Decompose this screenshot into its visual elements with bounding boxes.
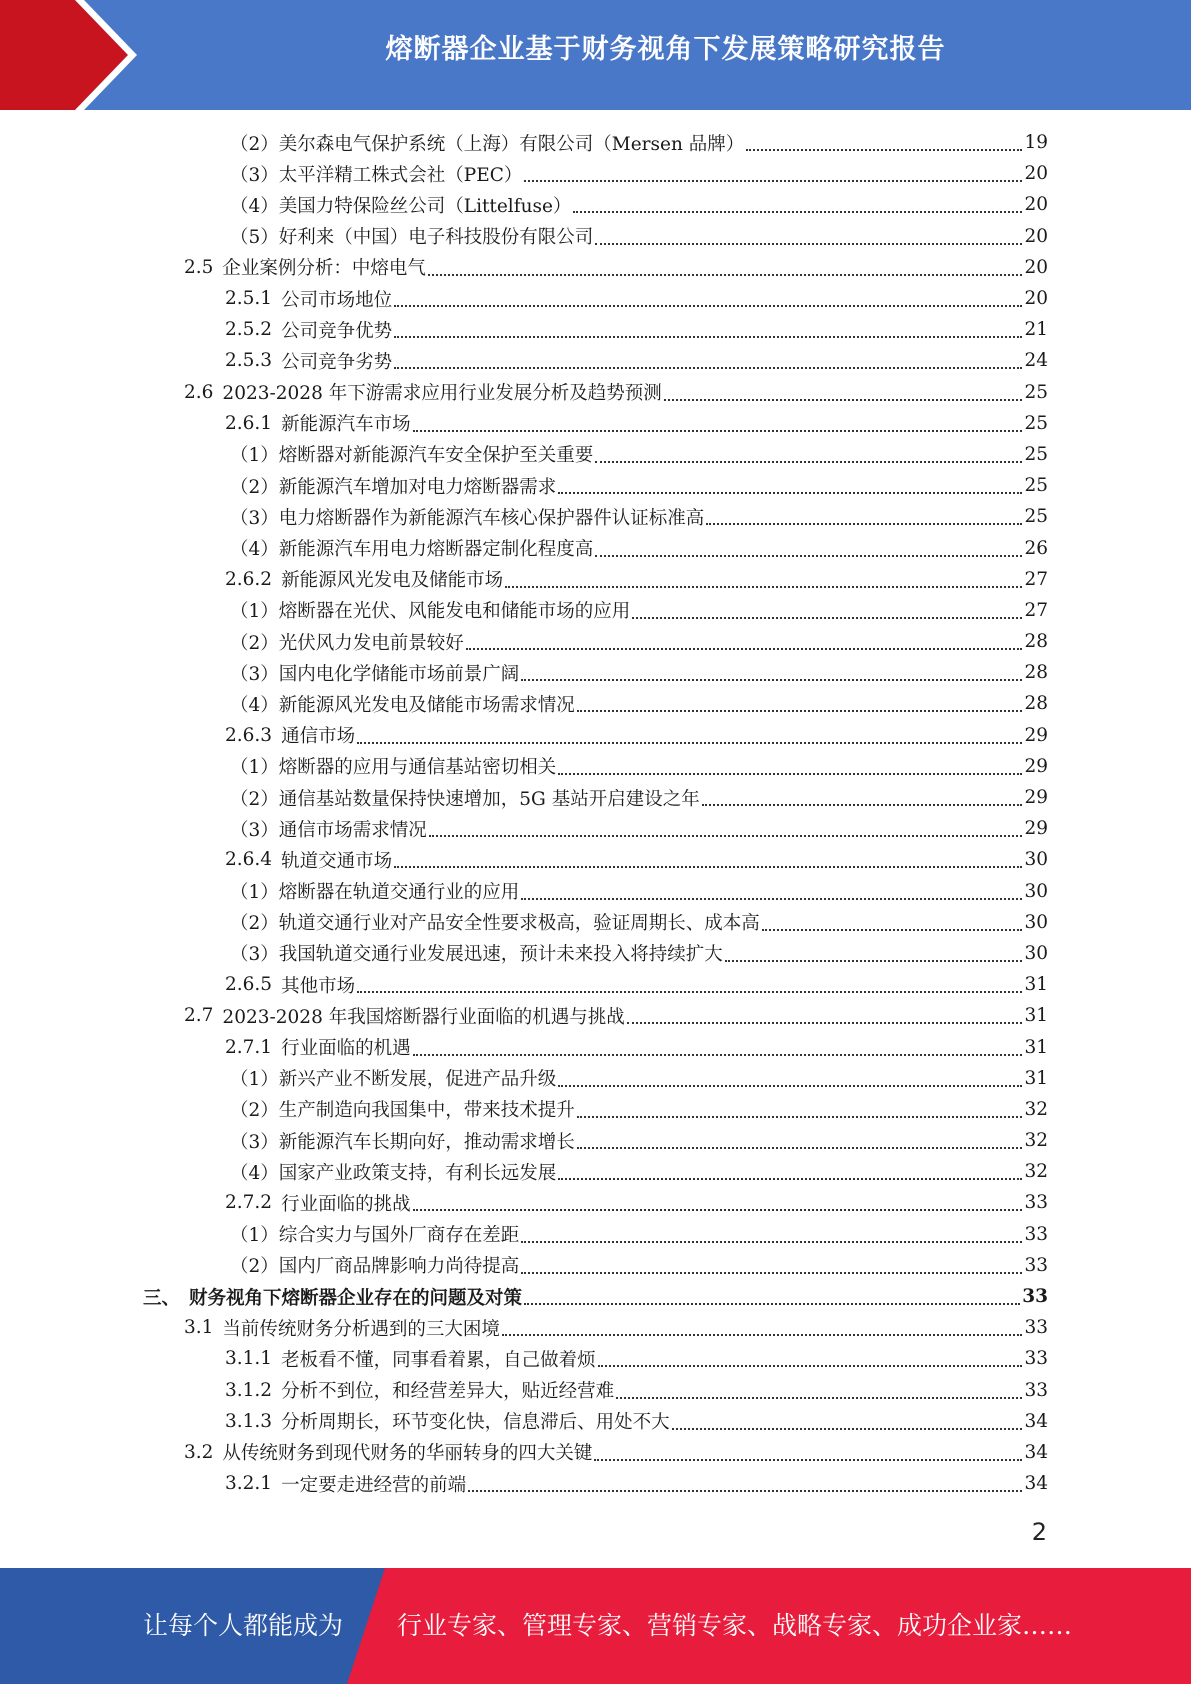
toc-entry-title: 国内厂商品牌影响力尚待提高 bbox=[278, 1256, 520, 1278]
toc-entry-number: 2.5 bbox=[184, 256, 214, 278]
toc-dot-leader bbox=[573, 210, 1022, 213]
toc-entry-number: 2.5.3 bbox=[225, 350, 273, 372]
toc-entry-title: 新能源汽车市场 bbox=[281, 414, 411, 436]
toc-entry-title: 太平洋精工株式会社（PEC） bbox=[278, 164, 523, 186]
toc-entry-title: 公司市场地位 bbox=[281, 289, 393, 311]
toc-entry-page: 28 bbox=[1024, 693, 1048, 715]
table-of-contents bbox=[0, 127, 1191, 1499]
toc-entry-title: 行业面临的挑战 bbox=[281, 1193, 411, 1215]
toc-entry[interactable] bbox=[0, 221, 1191, 252]
toc-dot-leader bbox=[521, 1271, 1022, 1274]
toc-entry-title: 光伏风力发电前景较好 bbox=[278, 632, 464, 654]
toc-entry-number: 3.1.1 bbox=[225, 1348, 273, 1370]
toc-entry-number: （1） bbox=[230, 757, 279, 779]
toc-entry-page: 20 bbox=[1024, 288, 1048, 310]
toc-entry[interactable] bbox=[0, 720, 1191, 751]
toc-entry-page: 31 bbox=[1024, 1005, 1048, 1027]
toc-entry-number: （2） bbox=[230, 632, 279, 654]
toc-entry-title: 熔断器对新能源汽车安全保护至关重要 bbox=[278, 445, 594, 467]
toc-entry-title: 新能源风光发电及储能市场 bbox=[281, 570, 504, 592]
toc-entry-page: 24 bbox=[1024, 350, 1048, 372]
toc-entry[interactable] bbox=[0, 1000, 1191, 1031]
toc-entry-page: 25 bbox=[1024, 412, 1048, 434]
toc-entry[interactable] bbox=[0, 1219, 1191, 1250]
toc-entry-number: （4） bbox=[230, 694, 279, 716]
toc-entry-page: 33 bbox=[1024, 1379, 1048, 1401]
toc-entry-title: 公司竞争劣势 bbox=[281, 351, 393, 373]
toc-dot-leader bbox=[394, 304, 1022, 307]
toc-entry[interactable] bbox=[0, 969, 1191, 1000]
toc-entry-title: 熔断器的应用与通信基站密切相关 bbox=[278, 757, 557, 779]
toc-entry-number: 2.6 bbox=[184, 381, 214, 403]
toc-entry-number: （2） bbox=[230, 476, 279, 498]
toc-dot-leader bbox=[558, 772, 1022, 775]
toc-entry[interactable] bbox=[0, 1312, 1191, 1343]
toc-entry-title: 一定要走进经营的前端 bbox=[281, 1474, 467, 1496]
toc-entry-page: 30 bbox=[1024, 942, 1048, 964]
toc-entry-page: 29 bbox=[1024, 787, 1048, 809]
toc-entry[interactable] bbox=[0, 1094, 1191, 1125]
toc-entry[interactable] bbox=[0, 532, 1191, 563]
toc-entry[interactable] bbox=[0, 158, 1191, 189]
toc-entry-title: 电力熔断器作为新能源汽车核心保护器件认证标准高 bbox=[278, 507, 705, 529]
toc-entry-number: 3.1 bbox=[184, 1317, 214, 1339]
toc-entry[interactable] bbox=[0, 252, 1191, 283]
toc-entry-number: （4） bbox=[230, 539, 279, 561]
toc-entry[interactable] bbox=[0, 657, 1191, 688]
toc-entry-number: （1） bbox=[230, 882, 279, 904]
toc-dot-leader bbox=[595, 554, 1022, 557]
toc-entry-number: 2.5.1 bbox=[225, 288, 273, 310]
toc-dot-leader bbox=[521, 1240, 1022, 1243]
toc-entry-page: 33 bbox=[1024, 1192, 1048, 1214]
toc-entry-page: 29 bbox=[1024, 818, 1048, 840]
toc-entry-page: 20 bbox=[1024, 225, 1048, 247]
toc-dot-leader bbox=[558, 1177, 1022, 1180]
toc-entry-number: （4） bbox=[230, 195, 279, 217]
toc-entry-page: 31 bbox=[1024, 1067, 1048, 1089]
toc-entry-title: 新能源风光发电及储能市场需求情况 bbox=[278, 694, 575, 716]
toc-dot-leader bbox=[702, 803, 1023, 806]
toc-dot-leader bbox=[357, 990, 1022, 993]
toc-entry-page: 32 bbox=[1024, 1098, 1048, 1120]
toc-entry-title: 分析周期长，环节变化快，信息滞后、用处不大 bbox=[281, 1412, 670, 1434]
toc-entry-page: 30 bbox=[1024, 849, 1048, 871]
toc-entry[interactable] bbox=[0, 564, 1191, 595]
toc-entry[interactable] bbox=[0, 626, 1191, 657]
page-header bbox=[0, 0, 1191, 110]
toc-entry-number: （2） bbox=[230, 913, 279, 935]
footer-slogan-right: 行业专家、管理专家、营销专家、战略专家、成功企业家…… bbox=[397, 1611, 1073, 1640]
toc-dot-leader bbox=[521, 678, 1022, 681]
toc-entry-number: 3.1.3 bbox=[225, 1410, 273, 1432]
toc-dot-leader bbox=[664, 398, 1023, 401]
toc-dot-leader bbox=[594, 1458, 1022, 1461]
toc-entry-page: 32 bbox=[1024, 1130, 1048, 1152]
toc-entry-page: 33 bbox=[1024, 1317, 1048, 1339]
toc-entry[interactable] bbox=[0, 1250, 1191, 1281]
toc-entry-page: 32 bbox=[1024, 1161, 1048, 1183]
toc-entry-title: 公司竞争优势 bbox=[281, 320, 393, 342]
toc-dot-leader bbox=[706, 522, 1022, 525]
toc-entry-title: 从传统财务到现代财务的华丽转身的四大关键 bbox=[222, 1443, 593, 1465]
toc-entry-page: 33 bbox=[1024, 1223, 1048, 1245]
toc-entry-title: 好利来（中国）电子科技股份有限公司 bbox=[278, 227, 594, 249]
toc-dot-leader bbox=[577, 1146, 1023, 1149]
toc-entry[interactable] bbox=[0, 844, 1191, 875]
toc-dot-leader bbox=[577, 1115, 1023, 1118]
toc-dot-leader bbox=[616, 1396, 1022, 1399]
toc-dot-leader bbox=[394, 335, 1022, 338]
toc-entry-title: 熔断器在光伏、风能发电和储能市场的应用 bbox=[278, 601, 631, 623]
toc-entry-page: 30 bbox=[1024, 880, 1048, 902]
toc-entry-number: （2） bbox=[230, 1256, 279, 1278]
toc-entry-page: 25 bbox=[1024, 443, 1048, 465]
toc-entry-number: 2.6.1 bbox=[225, 412, 273, 434]
toc-dot-leader bbox=[558, 491, 1022, 494]
toc-entry-number: 2.6.2 bbox=[225, 568, 273, 590]
toc-entry-page: 19 bbox=[1024, 132, 1048, 154]
toc-entry-number: 3.2 bbox=[184, 1441, 214, 1463]
toc-entry-page: 26 bbox=[1024, 537, 1048, 559]
toc-entry-number: （3） bbox=[230, 944, 279, 966]
toc-entry[interactable] bbox=[0, 1063, 1191, 1094]
toc-entry-title: 综合实力与国外厂商存在差距 bbox=[278, 1225, 520, 1247]
toc-entry-number: 2.5.2 bbox=[225, 319, 273, 341]
toc-entry-number: （3） bbox=[230, 663, 279, 685]
toc-dot-leader bbox=[524, 179, 1022, 182]
toc-entry-title: 其他市场 bbox=[281, 975, 356, 997]
toc-dot-leader bbox=[524, 1302, 1020, 1305]
toc-entry-page: 25 bbox=[1024, 381, 1048, 403]
toc-entry[interactable] bbox=[0, 345, 1191, 376]
toc-entry[interactable] bbox=[0, 314, 1191, 345]
toc-entry[interactable] bbox=[0, 1156, 1191, 1187]
toc-entry-page: 31 bbox=[1024, 1036, 1048, 1058]
page-number: 2 bbox=[1031, 1518, 1047, 1546]
toc-entry-title: 新能源汽车长期向好，推动需求增长 bbox=[278, 1131, 575, 1153]
toc-entry-title: 轨道交通市场 bbox=[281, 850, 393, 872]
toc-dot-leader bbox=[394, 865, 1022, 868]
toc-entry-title: 2023-2028 年下游需求应用行业发展分析及趋势预测 bbox=[222, 383, 662, 405]
toc-entry[interactable] bbox=[0, 1343, 1191, 1374]
toc-entry[interactable] bbox=[0, 938, 1191, 969]
toc-dot-leader bbox=[413, 1053, 1023, 1056]
toc-entry-page: 33 bbox=[1024, 1348, 1048, 1370]
toc-entry-page: 27 bbox=[1024, 599, 1048, 621]
toc-entry-number: 2.7 bbox=[184, 1005, 214, 1027]
toc-entry-title: 新兴产业不断发展，促进产品升级 bbox=[278, 1069, 557, 1091]
toc-entry-title: 通信市场需求情况 bbox=[278, 819, 427, 841]
toc-entry-number: （2） bbox=[230, 788, 279, 810]
toc-entry-page: 20 bbox=[1024, 256, 1048, 278]
toc-entry-title: 国内电化学储能市场前景广阔 bbox=[278, 663, 520, 685]
toc-entry-page: 33 bbox=[1022, 1286, 1048, 1308]
toc-entry[interactable] bbox=[0, 439, 1191, 470]
toc-entry-number: （4） bbox=[230, 1162, 279, 1184]
toc-entry-title: 新能源汽车增加对电力熔断器需求 bbox=[278, 476, 557, 498]
toc-dot-leader bbox=[558, 1084, 1022, 1087]
toc-entry[interactable] bbox=[0, 1281, 1191, 1312]
toc-entry[interactable] bbox=[0, 813, 1191, 844]
report-title: 熔断器企业基于财务视角下发展策略研究报告 bbox=[385, 34, 946, 65]
toc-entry-title: 新能源汽车用电力熔断器定制化程度高 bbox=[278, 539, 594, 561]
toc-entry-number: 2.6.3 bbox=[225, 724, 273, 746]
toc-entry[interactable] bbox=[0, 1406, 1191, 1437]
toc-entry[interactable] bbox=[0, 408, 1191, 439]
toc-entry-number: 2.6.4 bbox=[225, 849, 273, 871]
toc-entry-page: 30 bbox=[1024, 911, 1048, 933]
toc-entry-title: 通信市场 bbox=[281, 726, 356, 748]
toc-dot-leader bbox=[521, 897, 1022, 900]
toc-entry-title: 熔断器在轨道交通行业的应用 bbox=[278, 882, 520, 904]
toc-entry-number: （3） bbox=[230, 164, 279, 186]
toc-entry-title: 当前传统财务分析遇到的三大困境 bbox=[222, 1318, 500, 1340]
toc-entry-page: 29 bbox=[1024, 755, 1048, 777]
toc-dot-leader bbox=[725, 959, 1023, 962]
footer-slogan-left: 让每个人都能成为 bbox=[143, 1611, 344, 1640]
toc-entry-title: 老板看不懂，同事看着累，自己做着烦 bbox=[281, 1349, 596, 1371]
toc-entry-page: 21 bbox=[1024, 319, 1048, 341]
toc-entry-number: （1） bbox=[230, 601, 279, 623]
toc-entry-number: （3） bbox=[230, 507, 279, 529]
toc-entry-number: （2） bbox=[230, 1100, 279, 1122]
toc-dot-leader bbox=[598, 1364, 1023, 1367]
toc-dot-leader bbox=[762, 928, 1023, 931]
toc-dot-leader bbox=[505, 585, 1022, 588]
toc-dot-leader bbox=[468, 1489, 1022, 1492]
toc-entry[interactable] bbox=[0, 876, 1191, 907]
toc-entry[interactable] bbox=[0, 1031, 1191, 1062]
toc-entry[interactable] bbox=[0, 283, 1191, 314]
toc-entry[interactable] bbox=[0, 1375, 1191, 1406]
toc-entry-number: （1） bbox=[230, 1225, 279, 1247]
toc-entry-number: （1） bbox=[230, 1069, 279, 1091]
toc-entry-title: 美国力特保险丝公司（Littelfuse） bbox=[278, 195, 572, 217]
toc-dot-leader bbox=[632, 616, 1022, 619]
toc-entry-number: 2.6.5 bbox=[225, 974, 273, 996]
toc-entry[interactable] bbox=[0, 595, 1191, 626]
toc-entry[interactable] bbox=[0, 377, 1191, 408]
toc-entry-page: 25 bbox=[1024, 475, 1048, 497]
toc-entry-number: 2.7.1 bbox=[225, 1036, 273, 1058]
toc-entry-title: 分析不到位，和经营差异大，贴近经营难 bbox=[281, 1381, 615, 1403]
toc-entry[interactable] bbox=[0, 1187, 1191, 1218]
toc-dot-leader bbox=[672, 1427, 1023, 1430]
toc-entry-page: 34 bbox=[1024, 1410, 1048, 1432]
toc-dot-leader bbox=[413, 1208, 1023, 1211]
toc-entry-page: 34 bbox=[1024, 1441, 1048, 1463]
toc-entry[interactable] bbox=[0, 127, 1191, 158]
toc-entry[interactable] bbox=[0, 751, 1191, 782]
toc-entry-page: 29 bbox=[1024, 724, 1048, 746]
toc-entry-page: 28 bbox=[1024, 631, 1048, 653]
toc-dot-leader bbox=[595, 460, 1022, 463]
toc-entry[interactable] bbox=[0, 1437, 1191, 1468]
toc-entry-number: （5） bbox=[230, 227, 279, 249]
toc-entry-title: 企业案例分析：中熔电气 bbox=[222, 258, 426, 280]
toc-entry-number: （2） bbox=[230, 133, 279, 155]
toc-entry-title: 轨道交通行业对产品安全性要求极高，验证周期长、成本高 bbox=[278, 913, 760, 935]
toc-entry-title: 美尔森电气保护系统（上海）有限公司（Mersen 品牌） bbox=[278, 133, 745, 155]
toc-entry-page: 27 bbox=[1024, 568, 1048, 590]
toc-entry[interactable] bbox=[0, 189, 1191, 220]
toc-entry[interactable] bbox=[0, 1125, 1191, 1156]
toc-dot-leader bbox=[746, 148, 1022, 151]
toc-dot-leader bbox=[394, 366, 1022, 369]
toc-entry[interactable] bbox=[0, 501, 1191, 532]
toc-dot-leader bbox=[502, 1333, 1023, 1336]
toc-dot-leader bbox=[627, 1021, 1023, 1024]
toc-entry-number: （1） bbox=[230, 445, 279, 467]
toc-entry-number: （3） bbox=[230, 819, 279, 841]
toc-entry-title: 生产制造向我国集中，带来技术提升 bbox=[278, 1100, 575, 1122]
toc-entry-number: 三、 bbox=[143, 1287, 181, 1309]
toc-entry-number: （3） bbox=[230, 1131, 279, 1153]
toc-entry-page: 20 bbox=[1024, 163, 1048, 185]
toc-entry-title: 国家产业政策支持，有利长远发展 bbox=[278, 1162, 557, 1184]
toc-dot-leader bbox=[357, 741, 1022, 744]
toc-entry-number: 3.2.1 bbox=[225, 1473, 273, 1495]
toc-entry[interactable] bbox=[0, 688, 1191, 719]
toc-entry-page: 28 bbox=[1024, 662, 1048, 684]
toc-entry-page: 33 bbox=[1024, 1254, 1048, 1276]
toc-entry[interactable] bbox=[0, 1468, 1191, 1499]
toc-dot-leader bbox=[577, 709, 1023, 712]
toc-entry-page: 20 bbox=[1024, 194, 1048, 216]
toc-entry-title: 2023-2028 年我国熔断器行业面临的机遇与挑战 bbox=[222, 1006, 625, 1028]
toc-entry-number: 2.7.2 bbox=[225, 1192, 273, 1214]
toc-dot-leader bbox=[428, 273, 1023, 276]
toc-entry-title: 财务视角下熔断器企业存在的问题及对策 bbox=[189, 1287, 523, 1309]
toc-entry[interactable] bbox=[0, 782, 1191, 813]
header-arrow-decoration bbox=[0, 0, 180, 110]
toc-entry-title: 通信基站数量保持快速增加，5G 基站开启建设之年 bbox=[278, 788, 700, 810]
toc-entry-title: 我国轨道交通行业发展迅速，预计未来投入将持续扩大 bbox=[278, 944, 723, 966]
toc-entry-page: 34 bbox=[1024, 1473, 1048, 1495]
toc-dot-leader bbox=[429, 834, 1023, 837]
toc-entry-page: 31 bbox=[1024, 974, 1048, 996]
toc-dot-leader bbox=[413, 429, 1023, 432]
toc-entry-page: 25 bbox=[1024, 506, 1048, 528]
toc-entry[interactable] bbox=[0, 470, 1191, 501]
toc-dot-leader bbox=[466, 647, 1023, 650]
toc-entry-title: 行业面临的机遇 bbox=[281, 1038, 411, 1060]
page-footer bbox=[0, 1568, 1191, 1684]
toc-entry-number: 3.1.2 bbox=[225, 1379, 273, 1401]
toc-dot-leader bbox=[595, 242, 1022, 245]
toc-entry[interactable] bbox=[0, 907, 1191, 938]
